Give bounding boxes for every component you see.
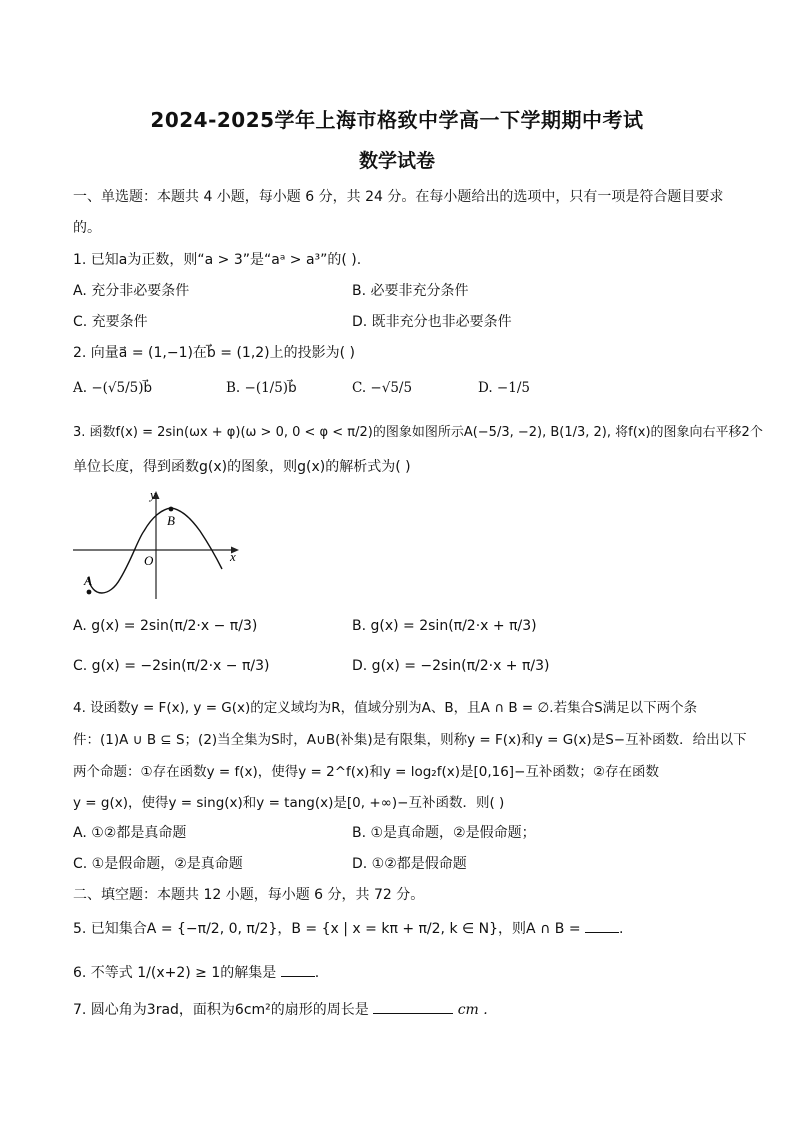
- section1-heading-cont: 的。: [73, 220, 101, 236]
- q4-option-b: B. ①是真命题，②是假命题；: [352, 825, 536, 841]
- q1-option-c: C. 充要条件: [73, 314, 148, 330]
- q2-option-c: C. −√5/5: [352, 380, 413, 396]
- q3-stem: 3. 函数f(x) = 2sin(ωx + φ)(ω > 0, 0 < φ < π/2)的图象如图所示A(−5/3, −2), B(1/3, 2), 将f(x)的图象向右平移2个: [73, 425, 763, 440]
- q6-answer-blank[interactable]: [281, 963, 315, 977]
- q6-line: [73, 962, 319, 982]
- q3-option-c: C. g(x) = −2sin(π/2·x − π/3): [73, 658, 270, 674]
- point-b: [169, 507, 174, 512]
- q4-stem-line2: 件：(1)A ∪ B ⊆ S；(2)当全集为S时，A∪B(补集)是有限集，则称y = F(x)和y = G(x)是S−互补函数．给出以下: [73, 732, 747, 748]
- q3-sine-graph: [70, 487, 250, 603]
- q1-option-d: D. 既非充分也非必要条件: [352, 314, 512, 330]
- origin-label: O: [144, 553, 154, 568]
- q4-option-a: A. ①②都是真命题: [73, 825, 187, 841]
- q5-stem: 5. 已知集合A = {−π/2, 0, π/2}，B = {x | x = kπ + π/2, k ∈ N}，则A ∩ B =: [73, 921, 581, 937]
- q4-option-c: C. ①是假命题，②是真命题: [73, 856, 243, 872]
- q3-option-a: A. g(x) = 2sin(π/2·x − π/3): [73, 618, 258, 634]
- q5-line: [73, 918, 623, 938]
- q1-option-b: B. 必要非充分条件: [352, 283, 469, 299]
- q1-stem: 1. 已知a为正数，则“a > 3”是“aᵃ > a³”的( ).: [73, 252, 362, 268]
- q6-stem: 6. 不等式 1/(x+2) ≥ 1的解集是: [73, 965, 277, 981]
- q4-option-d: D. ①②都是假命题: [352, 856, 467, 872]
- q6-end: .: [314, 965, 320, 981]
- point-a-label: A: [84, 573, 92, 588]
- q2-stem: 2. 向量a⃗ = (1,−1)在b⃗ = (1,2)上的投影为( ): [73, 345, 356, 361]
- point-a: [87, 590, 92, 595]
- q2-option-d: D. −1/5: [478, 380, 530, 396]
- q3-option-b: B. g(x) = 2sin(π/2·x + π/3): [352, 618, 537, 634]
- q4-stem-line1: 4. 设函数y = F(x), y = G(x)的定义域均为R，值域分别为A、B，且A ∩ B = ∅.若集合S满足以下两个条: [73, 700, 698, 716]
- q1-option-a: A. 充分非必要条件: [73, 283, 190, 299]
- q4-stem-line3: 两个命题：①存在函数y = f(x)，使得y = 2^f(x)和y = log₂f(x)是[0,16]−互补函数；②存在函数: [73, 764, 659, 780]
- x-axis-label: x: [230, 549, 236, 564]
- section2-heading: 二、填空题：本题共 12 小题，每小题 6 分，共 72 分。: [73, 887, 425, 903]
- section1-heading: 一、单选题：本题共 4 小题，每小题 6 分，共 24 分。在每小题给出的选项中，只有一项是符合题目要求: [73, 189, 724, 205]
- q7-end: cm .: [457, 1002, 488, 1018]
- q3-option-d: D. g(x) = −2sin(π/2·x + π/3): [352, 658, 550, 674]
- page-title: 2024-2025学年上海市格致中学高一下学期期中考试: [150, 108, 644, 132]
- q7-answer-blank[interactable]: [373, 1000, 453, 1014]
- point-b-label: B: [167, 513, 175, 528]
- y-axis-label: y: [150, 487, 156, 502]
- q7-stem: 7. 圆心角为3rad，面积为6cm²的扇形的周长是: [73, 1002, 369, 1018]
- q2-option-a: A. −(√5/5)b⃗: [73, 380, 153, 396]
- q7-line: [73, 999, 488, 1019]
- q5-end: .: [619, 921, 624, 937]
- page-subtitle: 数学试卷: [358, 150, 435, 172]
- q4-stem-line4: y = g(x)，使得y = sing(x)和y = tang(x)是[0, +∞)−互补函数．则( ): [73, 795, 505, 811]
- q5-answer-blank[interactable]: [585, 919, 619, 933]
- q2-option-b: B. −(1/5)b⃗: [226, 380, 297, 396]
- q3-stem-cont: 单位长度，得到函数g(x)的图象，则g(x)的解析式为( ): [73, 459, 411, 475]
